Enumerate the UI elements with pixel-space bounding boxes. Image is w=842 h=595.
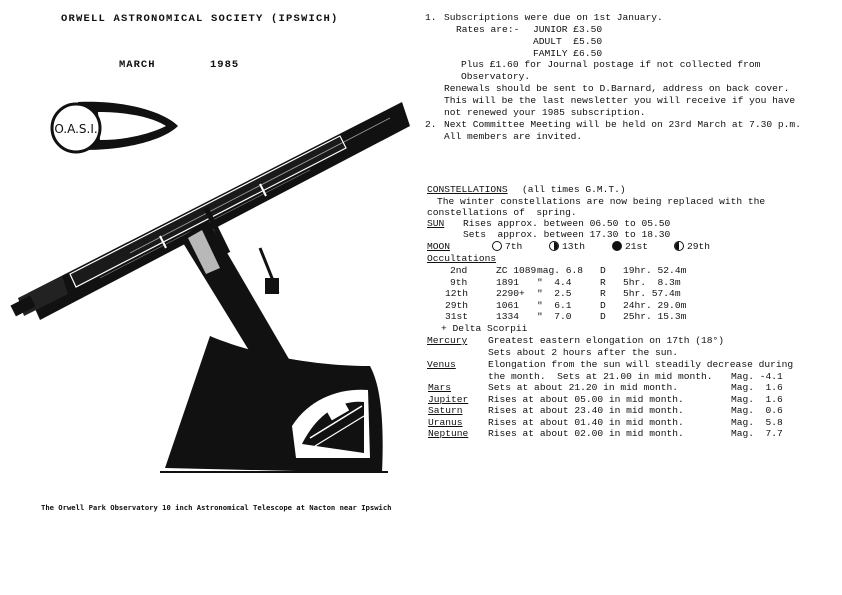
occ-time: 24hr. 29.0m (623, 299, 687, 311)
telescope-illustration (10, 88, 410, 478)
planet-visibility: Rises at about 02.00 in mid month. (488, 428, 684, 440)
planet-magnitude: Mag. 5.8 (731, 416, 783, 428)
venus-line-1: Elongation from the sun will steadily decrease during (488, 359, 794, 370)
sun-sets: Sets approx. between 17.30 to 18.30 (463, 229, 671, 240)
new-moon-icon (492, 241, 502, 251)
occ-date: 2nd (450, 265, 468, 276)
postage-line-2: Observatory. (461, 71, 531, 82)
committee-line-2: All members are invited. (444, 131, 583, 142)
occ-date: 12th (445, 288, 469, 300)
occ-time: 25hr. 15.3m (623, 311, 687, 323)
postage-line-1: Plus £1.60 for Journal postage if not collected from (461, 59, 761, 70)
planet-label: Mars (428, 382, 452, 393)
sun-label: SUN (427, 218, 445, 229)
venus-label: Venus (427, 359, 456, 370)
planet-visibility: Sets at about 21.20 in mid month. (488, 382, 678, 393)
planet-magnitude: Mag. 1.6 (731, 393, 783, 405)
rates-label: Rates are:- (456, 24, 520, 35)
renewals-line: Renewals should be sent to D.Barnard, address on back cover. (444, 83, 790, 94)
occ-mag: " 4.4 (537, 276, 572, 288)
item1-number: 1. (425, 12, 437, 23)
mercury-line-1: Greatest eastern elongation on 17th (18°) (488, 335, 725, 346)
occ-star: 1891 (496, 276, 520, 288)
issue-year: 1985 (210, 59, 240, 71)
illustration-caption: The Orwell Park Observatory 10 inch Astronomical Telescope at Nacton near Ipswich (41, 503, 392, 512)
last-quarter-moon-icon (674, 241, 684, 251)
planet-visibility: Rises at about 23.40 in mid month. (488, 405, 684, 417)
moon-phase-last-quarter: 29th (674, 241, 710, 252)
occ-time: 5hr. 8.3m (623, 276, 681, 288)
issue-month: MARCH (119, 59, 156, 71)
occ-star: 1334 (496, 311, 520, 323)
moon-phase-new: 7th (492, 241, 522, 252)
occ-type: R (600, 276, 606, 288)
occ-star: ZC 1089 (496, 265, 537, 276)
occ-date: 29th (445, 299, 469, 311)
planet-label: Saturn (428, 405, 463, 417)
rate-family: FAMILY £6.50 (533, 48, 603, 59)
subscriptions-line: Subscriptions were due on 1st January. (444, 12, 663, 23)
intro-line-1: The winter constellations are now being replaced with the (437, 196, 766, 207)
first-quarter-moon-icon (549, 241, 559, 251)
mercury-label: Mercury (427, 335, 468, 346)
occ-mag: " 7.0 (537, 311, 572, 323)
moon-label: MOON (427, 241, 451, 252)
occ-time: 5hr. 57.4m (623, 288, 681, 300)
planet-magnitude: Mag. 1.6 (731, 382, 783, 393)
venus-mag: Mag. -4.1 (731, 371, 783, 382)
occ-type: R (600, 288, 606, 300)
occ-type: D (600, 265, 606, 276)
full-moon-icon (612, 241, 622, 251)
occ-mag: " 2.5 (537, 288, 572, 300)
rate-junior: JUNIOR £3.50 (533, 24, 603, 35)
planet-magnitude: Mag. 0.6 (731, 405, 783, 417)
item2-number: 2. (425, 119, 437, 130)
moon-phase-first-quarter: 13th (549, 241, 585, 252)
constellations-heading: CONSTELLATIONS (427, 184, 508, 195)
society-title: ORWELL ASTRONOMICAL SOCIETY (IPSWICH) (61, 13, 339, 25)
planet-label: Neptune (428, 428, 469, 440)
occ-date: 9th (450, 276, 468, 288)
occultation-note: + Delta Scorpii (441, 323, 528, 334)
sun-rises: Rises approx. between 06.50 to 05.50 (463, 218, 671, 229)
committee-line-1: Next Committee Meeting will be held on 23rd March at 7.30 p.m. (444, 119, 801, 130)
planet-visibility: Rises at about 01.40 in mid month. (488, 416, 684, 428)
venus-line-2: the month. Sets at 21.00 in mid month. (488, 371, 713, 382)
rate-adult: ADULT £5.50 (533, 36, 603, 47)
intro-line-2: constellations of spring. (427, 207, 577, 218)
moon-phase-full: 21st (612, 241, 648, 252)
last-newsletter-line-1: This will be the last newsletter you will receive if you have (444, 95, 796, 106)
logo-text: O.A.S.I. (54, 122, 98, 136)
occ-mag: mag. 6.8 (537, 265, 584, 276)
occ-mag: " 6.1 (537, 299, 572, 311)
last-newsletter-line-2: not renewed your 1985 subscription. (444, 107, 646, 118)
occ-type: D (600, 311, 606, 323)
occ-type: D (600, 299, 606, 311)
planet-label: Uranus (428, 416, 463, 428)
occultations-label: Occultations (427, 253, 497, 264)
occ-date: 31st (445, 311, 469, 323)
occ-star: 1061 (496, 299, 520, 311)
occ-time: 19hr. 52.4m (623, 265, 687, 276)
occ-star: 2290+ (496, 288, 525, 300)
planet-magnitude: Mag. 7.7 (731, 428, 783, 440)
constellations-note: (all times G.M.T.) (522, 184, 626, 195)
mercury-line-2: Sets about 2 hours after the sun. (488, 347, 678, 358)
planet-visibility: Rises at about 05.00 in mid month. (488, 393, 684, 405)
planet-label: Jupiter (428, 393, 469, 405)
